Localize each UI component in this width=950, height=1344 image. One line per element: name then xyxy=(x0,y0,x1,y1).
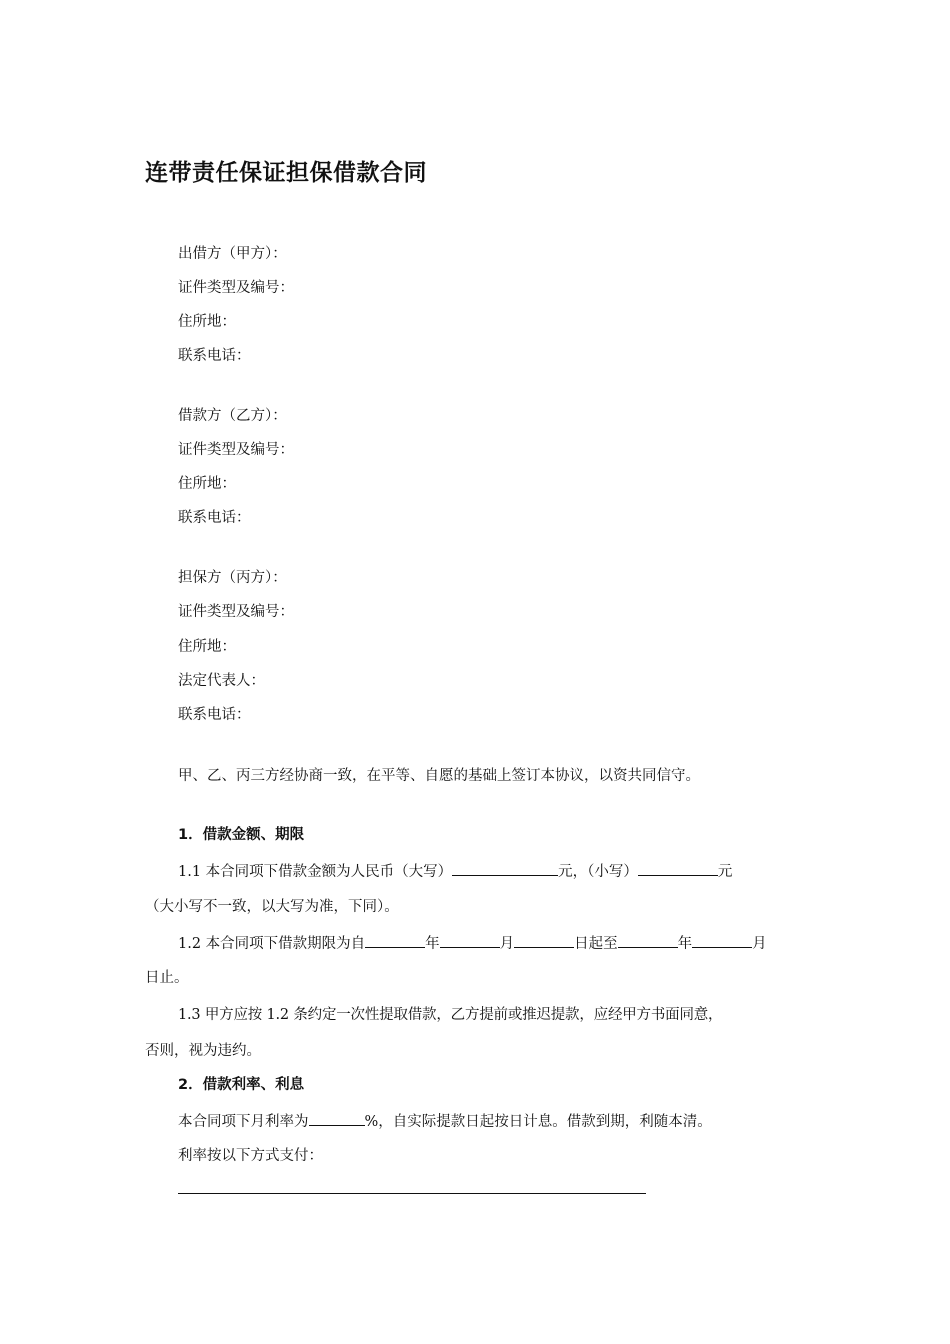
party-c-id-label: 证件类型及编号： xyxy=(178,604,294,620)
party-a-id-label: 证件类型及编号： xyxy=(178,280,294,296)
clause-1-2-year-2: 年 xyxy=(677,936,693,952)
payment-method-label: 利率按以下方式支付： xyxy=(178,1148,323,1164)
clause-1-2-text-a: 1.2 本合同项下借款期限为自 xyxy=(178,936,366,952)
end-year-blank[interactable] xyxy=(618,932,678,948)
clause-1-1-text-b: 元，（小写） xyxy=(558,864,638,880)
party-a-phone-label: 联系电话： xyxy=(178,348,251,364)
end-month-blank[interactable] xyxy=(692,932,752,948)
party-c-phone-label: 联系电话： xyxy=(178,707,251,723)
document-title: 连带责任保证担保借款合同 xyxy=(145,160,427,186)
clause-1-1-continuation: （大小写不一致，以大写为准，下同）。 xyxy=(145,899,399,915)
start-day-blank[interactable] xyxy=(514,932,574,948)
party-a-label: 出借方（甲方）： xyxy=(178,246,287,262)
party-b-label: 借款方（乙方）： xyxy=(178,408,287,424)
clause-1-1-text-a: 1.1 本合同项下借款金额为人民币（大写） xyxy=(178,864,453,880)
party-c-address-label: 住所地： xyxy=(178,639,236,655)
clause-1-1 xyxy=(178,860,732,882)
clause-1-2 xyxy=(178,932,767,954)
clause-1-3: 1.3 甲方应按 1.2 条约定一次性提取借款，乙方提前或推迟提款，应经甲方书面同意， xyxy=(178,1007,723,1023)
section-1-heading: 1．借款金额、期限 xyxy=(178,827,305,843)
start-month-blank[interactable] xyxy=(440,932,500,948)
amount-words-blank[interactable] xyxy=(452,860,558,876)
payment-method-blank-line[interactable] xyxy=(178,1193,646,1194)
party-c-rep-label: 法定代表人： xyxy=(178,673,265,689)
party-b-id-label: 证件类型及编号： xyxy=(178,442,294,458)
monthly-rate-blank[interactable] xyxy=(309,1110,365,1126)
preamble: 甲、乙、丙三方经协商一致，在平等、自愿的基础上签订本协议，以资共同信守。 xyxy=(178,768,700,784)
clause-1-2-continuation: 日止。 xyxy=(145,970,189,986)
clause-1-1-text-c: 元 xyxy=(717,864,733,880)
amount-figures-blank[interactable] xyxy=(638,860,718,876)
party-b-address-label: 住所地： xyxy=(178,476,236,492)
clause-1-2-month-1: 月 xyxy=(499,936,515,952)
interest-rate-text-a: 本合同项下月利率为 xyxy=(178,1114,309,1130)
start-year-blank[interactable] xyxy=(365,932,425,948)
party-b-phone-label: 联系电话： xyxy=(178,510,251,526)
section-2-heading: 2．借款利率、利息 xyxy=(178,1077,305,1093)
clause-1-2-year-1: 年 xyxy=(425,936,440,952)
clause-1-2-day-1: 日起至 xyxy=(574,936,618,952)
interest-rate-line xyxy=(178,1110,712,1132)
clause-1-2-month-2: 月 xyxy=(752,936,767,952)
clause-1-3-continuation: 否则，视为违约。 xyxy=(145,1043,261,1059)
party-c-label: 担保方（丙方）： xyxy=(178,570,287,586)
party-a-address-label: 住所地： xyxy=(178,314,236,330)
interest-rate-text-b: %，自实际提款日起按日计息。借款到期，利随本清。 xyxy=(364,1114,712,1130)
